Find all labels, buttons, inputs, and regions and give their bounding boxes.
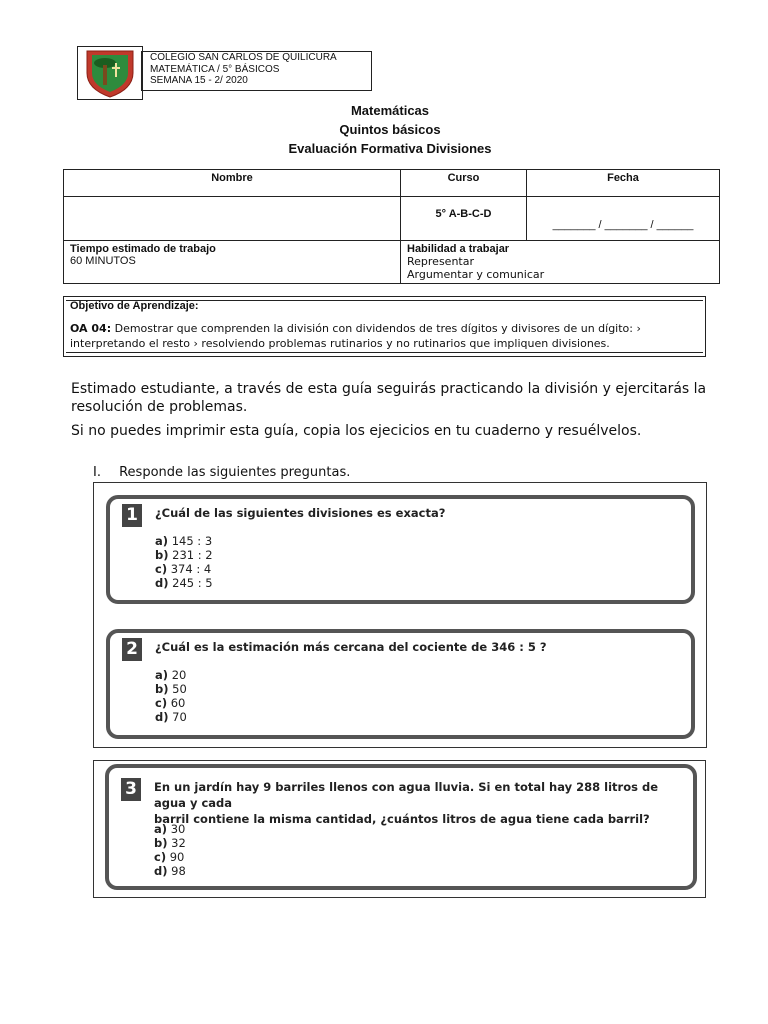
option-1a: a) 145 : 3 xyxy=(155,534,213,548)
school-name: COLEGIO SAN CARLOS DE QUILICURA xyxy=(150,52,337,63)
option-2a: a) 20 xyxy=(155,668,187,682)
question-number-2: 2 xyxy=(122,638,142,661)
option-2d: d) 70 xyxy=(155,710,187,724)
question-text-3 xyxy=(154,779,693,827)
title-subject: Matemáticas xyxy=(350,103,430,118)
question-card-2 xyxy=(106,629,695,739)
option-2c: c) 60 xyxy=(155,696,186,710)
time-value: 60 MINUTOS xyxy=(70,255,136,267)
question-text-1: ¿Cuál de las siguientes divisiones es exacta? xyxy=(155,506,446,520)
date-header: Fecha xyxy=(527,170,720,197)
question-number-3: 3 xyxy=(121,778,141,801)
time-label: Tiempo estimado de trabajo xyxy=(70,243,216,255)
objective-text xyxy=(70,321,699,351)
option-3a: a) 30 xyxy=(154,822,186,836)
objective-title: Objetivo de Aprendizaje: xyxy=(70,300,199,312)
skill-cell xyxy=(401,241,720,284)
questions-frame-1 xyxy=(93,482,707,748)
logo-frame xyxy=(77,46,143,100)
option-3c: c) 90 xyxy=(154,850,185,864)
question-options-3 xyxy=(154,822,186,878)
time-cell xyxy=(64,241,401,284)
section-heading xyxy=(93,465,350,480)
school-info-box xyxy=(141,51,372,91)
document-titles xyxy=(0,101,768,158)
question-text-2: ¿Cuál es la estimación más cercana del cociente de 346 : 5 ? xyxy=(155,640,547,654)
course-header: Curso xyxy=(401,170,527,197)
section-numeral: I. xyxy=(93,465,101,480)
intro-text xyxy=(71,380,711,446)
question-card-1 xyxy=(106,495,695,604)
question-number-1: 1 xyxy=(122,504,142,527)
option-2b: b) 50 xyxy=(155,682,187,696)
question-options-2 xyxy=(155,668,187,724)
questions-frame-2 xyxy=(93,760,706,898)
subject-grade: MATEMÁTICA / 5° BÁSICOS xyxy=(150,63,280,75)
intro-paragraph-2: Si no puedes imprimir esta guía, copia los ejecicios en tu cuaderno y resuélvelos. xyxy=(71,423,642,439)
week-label: SEMANA 15 - 2/ 2020 xyxy=(150,75,248,86)
name-field[interactable] xyxy=(64,197,401,241)
course-value: 5° A-B-C-D xyxy=(401,197,527,241)
school-logo-icon xyxy=(78,47,142,99)
section-title: Responde las siguientes preguntas. xyxy=(119,465,351,480)
intro-paragraph-1: Estimado estudiante, a través de esta guía seguirás practicando la división y ejercitarás la resolución de problemas. xyxy=(71,381,707,415)
question-text-3-line-1: En un jardín hay 9 barriles llenos con agua lluvia. Si en total hay 288 litros de agua y cada xyxy=(154,780,658,810)
option-3b: b) 32 xyxy=(154,836,186,850)
objective-box xyxy=(63,296,706,357)
option-3d: d) 98 xyxy=(154,864,186,878)
name-header: Nombre xyxy=(64,170,401,197)
option-1c: c) 374 : 4 xyxy=(155,562,212,576)
skill-1: Representar xyxy=(407,255,474,268)
objective-description: Demostrar que comprenden la división con dividendos de tres dígitos y divisores de un dígito: › interpretando el resto › resolviendo problemas rutinarios y no rutinarios que impliquen divisiones. xyxy=(70,322,641,350)
title-grade: Quintos básicos xyxy=(339,122,441,137)
title-evaluation: Evaluación Formativa Divisiones xyxy=(288,141,492,156)
objective-code: OA 04: xyxy=(70,322,112,335)
question-card-3 xyxy=(105,764,697,890)
date-field[interactable]: _______ / _______ / ______ xyxy=(527,197,720,241)
skill-label: Habilidad a trabajar xyxy=(407,243,510,255)
question-options-1 xyxy=(155,534,213,590)
skill-2: Argumentar y comunicar xyxy=(407,268,545,281)
option-1d: d) 245 : 5 xyxy=(155,576,213,590)
student-info-table xyxy=(63,169,720,284)
question-text-3-line-2: barril contiene la misma cantidad, ¿cuántos litros de agua tiene cada barril? xyxy=(154,812,650,826)
option-1b: b) 231 : 2 xyxy=(155,548,213,562)
